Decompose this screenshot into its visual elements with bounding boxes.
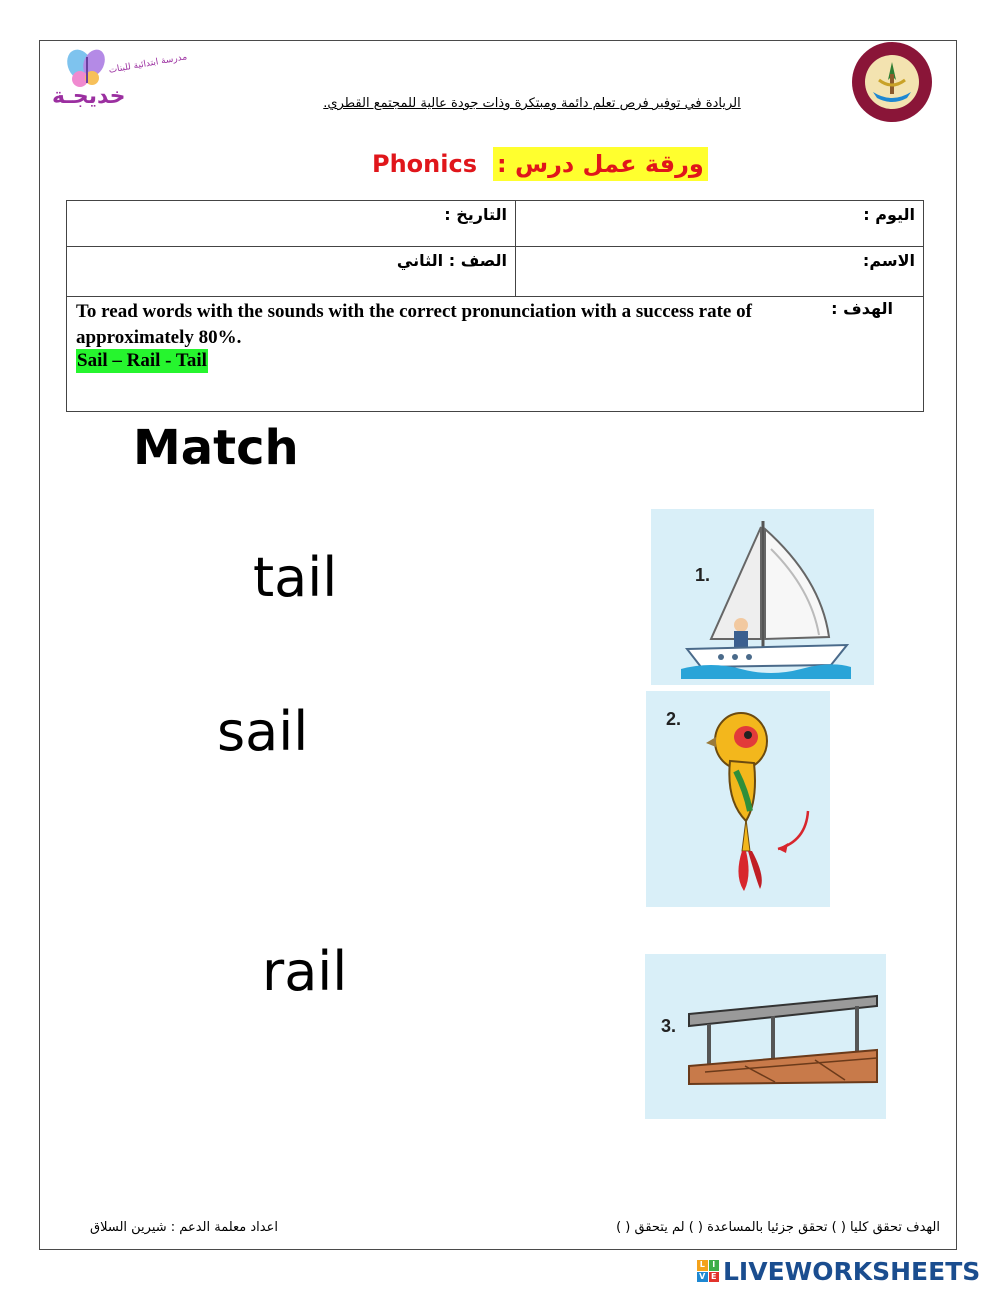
brand-name: LIVEWORKSHEETS <box>723 1256 981 1286</box>
icon-letter: L <box>697 1260 708 1271</box>
grade-cell <box>67 247 516 297</box>
date-label: التاريخ : <box>444 205 507 224</box>
prepared-by: اعداد معلمة الدعم : شيرين السلاق <box>90 1220 278 1235</box>
activity-title: Match <box>133 420 299 476</box>
picture-sailboat[interactable] <box>651 509 874 685</box>
name-label: الاسم: <box>862 251 915 270</box>
title-english: Phonics <box>372 150 477 178</box>
vision-statement: الريادة في توفير فرص تعلم دائمة ومبتكرة وذات جودة عالية للمجتمع القطري. <box>323 96 741 111</box>
icon-letter: V <box>697 1272 708 1283</box>
emblem-icon <box>849 40 935 124</box>
goal-text: To read words with the sounds with the correct pronunciation with a success rate of approximately 80%. <box>76 301 752 348</box>
school-subtitle: مدرسة ابتدائية للبنات <box>108 52 188 76</box>
info-table <box>66 200 924 412</box>
word-sail[interactable]: sail <box>217 700 309 763</box>
picture-number: 1. <box>695 565 711 585</box>
sailboat-icon <box>651 509 874 685</box>
word-tail[interactable]: tail <box>253 546 338 609</box>
icon-letter: I <box>709 1260 720 1271</box>
name-cell[interactable] <box>516 247 924 297</box>
date-cell[interactable] <box>67 201 516 247</box>
liveworksheets-brand[interactable] <box>697 1256 980 1286</box>
ministry-emblem <box>849 40 935 124</box>
picture-bird[interactable] <box>646 691 830 907</box>
picture-number: 3. <box>661 1016 677 1036</box>
assessment-checklist[interactable]: الهدف تحقق كليا ( ) تحقق جزئيا بالمساعدة ( ) لم يتحقق ( ) <box>616 1220 940 1235</box>
goal-label: الهدف : <box>831 299 893 318</box>
day-label: اليوم : <box>863 205 915 224</box>
title-arabic: ورقة عمل درس : <box>493 147 708 181</box>
liveworksheets-icon <box>697 1260 719 1282</box>
icon-letter: E <box>709 1272 720 1283</box>
word-rail[interactable]: rail <box>262 940 348 1003</box>
grade-label: الصف : الثاني <box>396 251 507 270</box>
rail-icon <box>645 954 886 1119</box>
worksheet-title <box>372 146 708 182</box>
picture-number: 2. <box>666 709 682 729</box>
goal-cell <box>67 297 924 412</box>
day-cell[interactable] <box>516 201 924 247</box>
picture-rail[interactable] <box>645 954 886 1119</box>
goal-words: Sail – Rail - Tail <box>77 350 207 371</box>
school-name: خديجـة <box>52 84 126 109</box>
